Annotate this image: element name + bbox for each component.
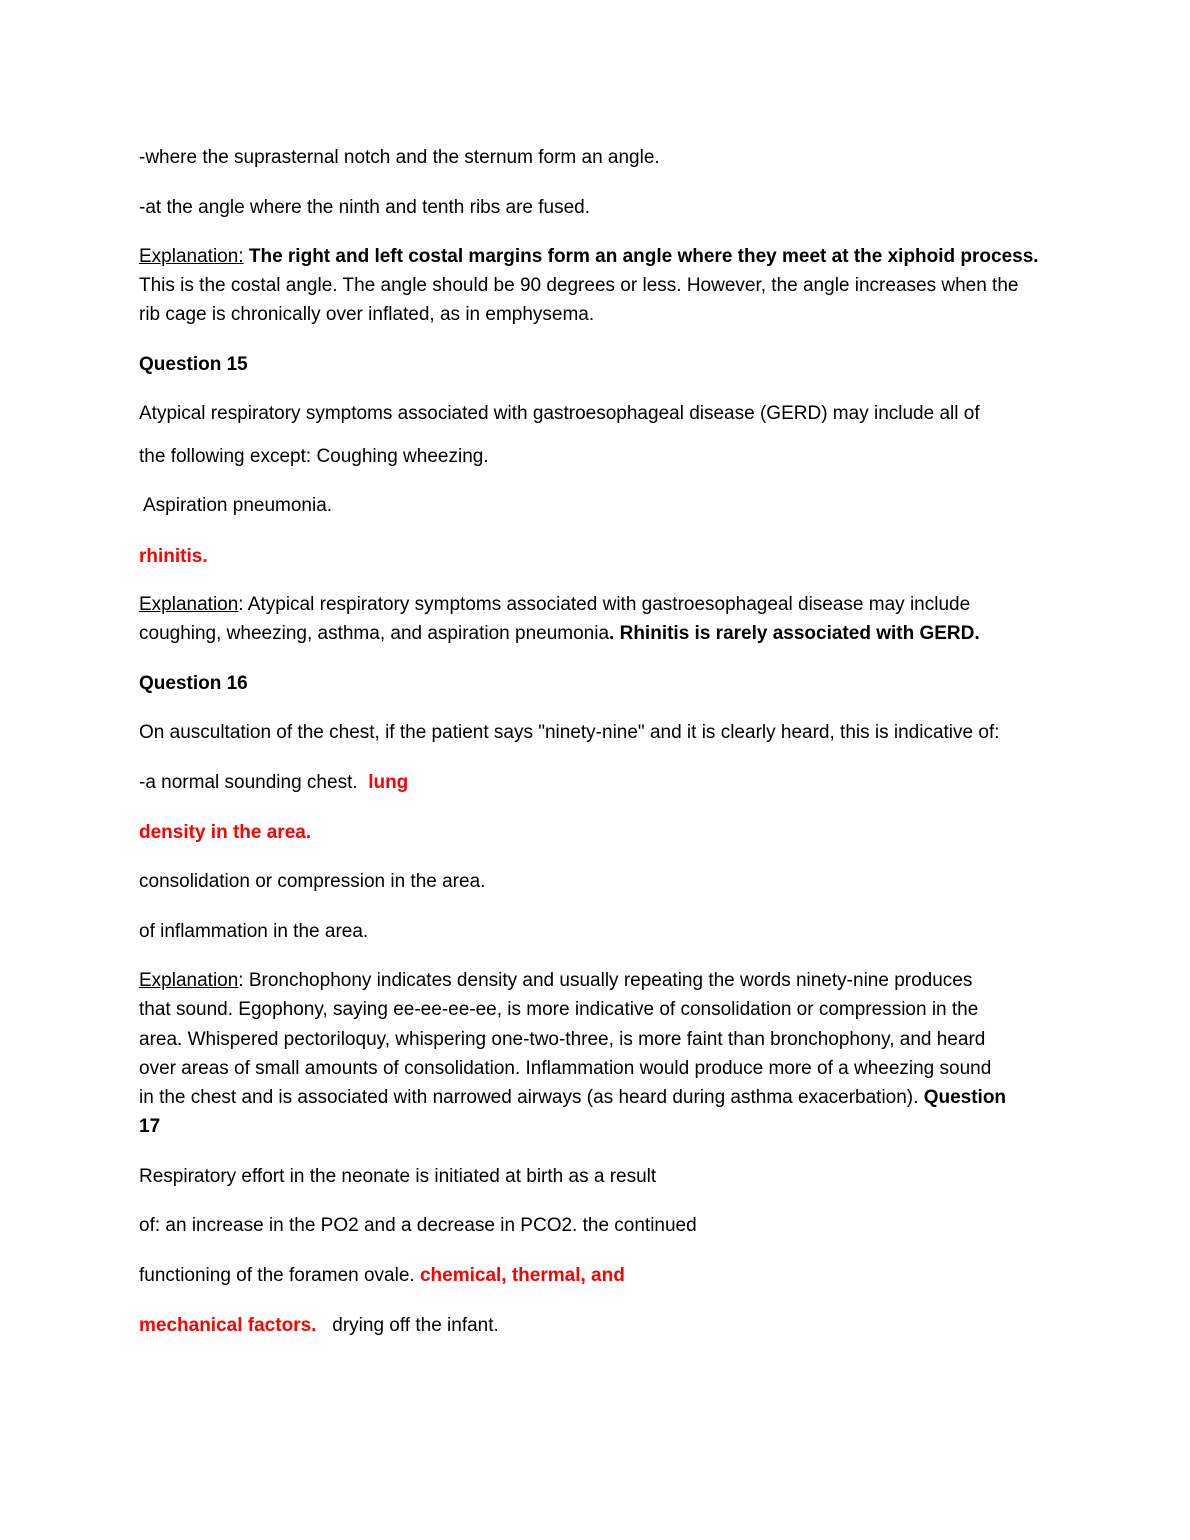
q16-answer-continued: density in the area. — [139, 822, 312, 843]
q16-option-normal — [139, 768, 1039, 797]
q17-stem-line3 — [139, 1261, 1039, 1290]
q17-heading: Question — [923, 1087, 1007, 1108]
q15-explanation-line1 — [139, 590, 1039, 619]
q16-explanation-line4: over areas of small amounts of consolidation. Inflammation would produce more of a wheezing sound — [139, 1058, 992, 1079]
answer-text: mechanical factors. — [139, 1315, 317, 1336]
q15-explanation-line2 — [139, 619, 1039, 648]
option-text: functioning of the foramen ovale. — [139, 1265, 415, 1286]
explanation-label: Explanation — [139, 970, 239, 991]
q16-heading: Question 16 — [139, 673, 248, 694]
q15-stem-line1: Atypical respiratory symptoms associated with gastroesophageal disease (GERD) may include all of — [139, 403, 980, 424]
q17-stem-line4 — [139, 1311, 1039, 1340]
explanation-text: : Bronchophony indicates density and usually repeating the words ninety-nine produces — [238, 970, 973, 991]
q17-stem-line1: Respiratory effort in the neonate is initiated at birth as a result — [139, 1166, 657, 1187]
q16-explanation-line5 — [139, 1083, 1039, 1112]
q16-explanation-line1 — [139, 966, 1039, 995]
q16-explanation-line3: area. Whispered pectoriloquy, whispering one-two-three, is more faint than bronchophony, and heard — [139, 1029, 986, 1050]
answer-text: chemical, thermal, and — [419, 1265, 625, 1286]
q14-option-ribs: -at the angle where the ninth and tenth ribs are fused. — [139, 197, 591, 218]
q14-explanation-line1 — [139, 242, 1039, 271]
q15-heading: Question 15 — [139, 354, 248, 375]
explanation-bold-text: The right and left costal margins form an angle where they meet at the xiphoid process. — [248, 246, 1039, 267]
option-text: drying off the infant. — [332, 1315, 499, 1336]
q14-explanation-line2: This is the costal angle. The angle should be 90 degrees or less. However, the angle increases when the — [139, 275, 1019, 296]
q16-explanation-line2: that sound. Egophony, saying ee-ee-ee-ee, is more indicative of consolidation or compression in the — [139, 999, 979, 1020]
q17-heading-number: 17 — [139, 1116, 161, 1137]
q15-answer: rhinitis. — [139, 546, 208, 567]
q16-option-consolidation: consolidation or compression in the area. — [139, 871, 486, 892]
option-text: -a normal sounding chest. — [139, 772, 358, 793]
q17-stem-line2: of: an increase in the PO2 and a decrease in PCO2. the continued — [139, 1215, 697, 1236]
explanation-text: coughing, wheezing, asthma, and aspiration pneumonia — [139, 623, 610, 644]
q16-stem: On auscultation of the chest, if the patient says "ninety-nine" and it is clearly heard, this is indicative of: — [139, 722, 1000, 743]
explanation-text: in the chest and is associated with narrowed airways (as heard during asthma exacerbation). — [139, 1087, 919, 1108]
explanation-label: Explanation: — [139, 246, 244, 267]
explanation-bold-text: . Rhinitis is rarely associated with GERD. — [609, 623, 980, 644]
explanation-label: Explanation — [139, 594, 239, 615]
q14-option-suprasternal: -where the suprasternal notch and the sternum form an angle. — [139, 147, 660, 168]
q14-explanation-line3: rib cage is chronically over inflated, as in emphysema. — [139, 304, 595, 325]
explanation-text: : Atypical respiratory symptoms associated with gastroesophageal disease may include — [238, 594, 971, 615]
q15-option-aspiration: Aspiration pneumonia. — [143, 495, 333, 516]
q15-stem-line2: the following except: Coughing wheezing. — [139, 446, 489, 467]
answer-text: lung — [368, 772, 409, 793]
q16-option-inflammation: of inflammation in the area. — [139, 921, 369, 942]
